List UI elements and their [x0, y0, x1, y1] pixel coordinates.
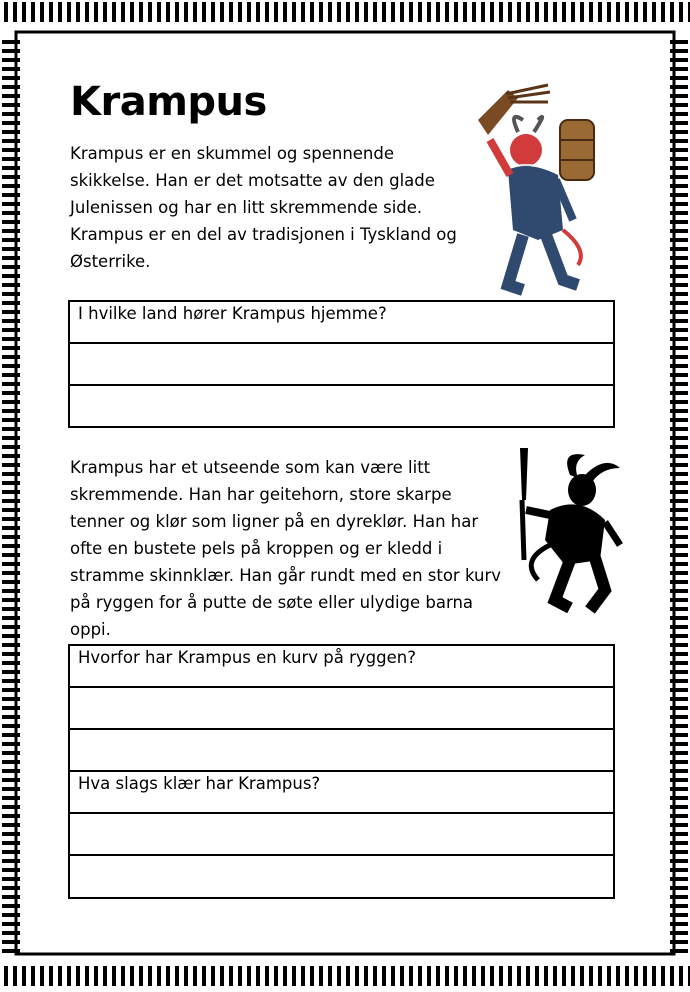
answer-line[interactable]: [70, 730, 613, 772]
answer-line[interactable]: [70, 386, 613, 428]
krampus-color-illustration: [468, 80, 598, 300]
page-title: Krampus: [70, 79, 267, 125]
answer-line[interactable]: [70, 856, 613, 898]
question-box-2: [68, 644, 615, 899]
answer-line[interactable]: [70, 814, 613, 856]
question-prompt: Hva slags klær har Krampus?: [70, 772, 613, 814]
question-prompt: Hvorfor har Krampus en kurv på ryggen?: [70, 646, 613, 688]
intro-paragraph: Krampus er en skummel og spennende skikkelse. Han er det motsatte av den glade Julenissen og har en litt skremmende side. Krampus er en del av tradisjonen i Tyskland og Østerrike.: [70, 144, 457, 271]
question-prompt: I hvilke land hører Krampus hjemme?: [70, 302, 613, 344]
question-box-1: [68, 300, 615, 428]
answer-line[interactable]: [70, 344, 613, 386]
krampus-silhouette: [510, 440, 630, 620]
description-paragraph: Krampus har et utseende som kan være litt skremmende. Han har geitehorn, store skarpe tenner og klør som ligner på en dyreklør. Han har ofte en bustete pels på kroppen og er kledd i stramme skinnklær. Han går rundt med en stor kurv på ryggen for å putte de søte eller ulydige barna oppi.: [70, 458, 502, 639]
answer-line[interactable]: [70, 688, 613, 730]
